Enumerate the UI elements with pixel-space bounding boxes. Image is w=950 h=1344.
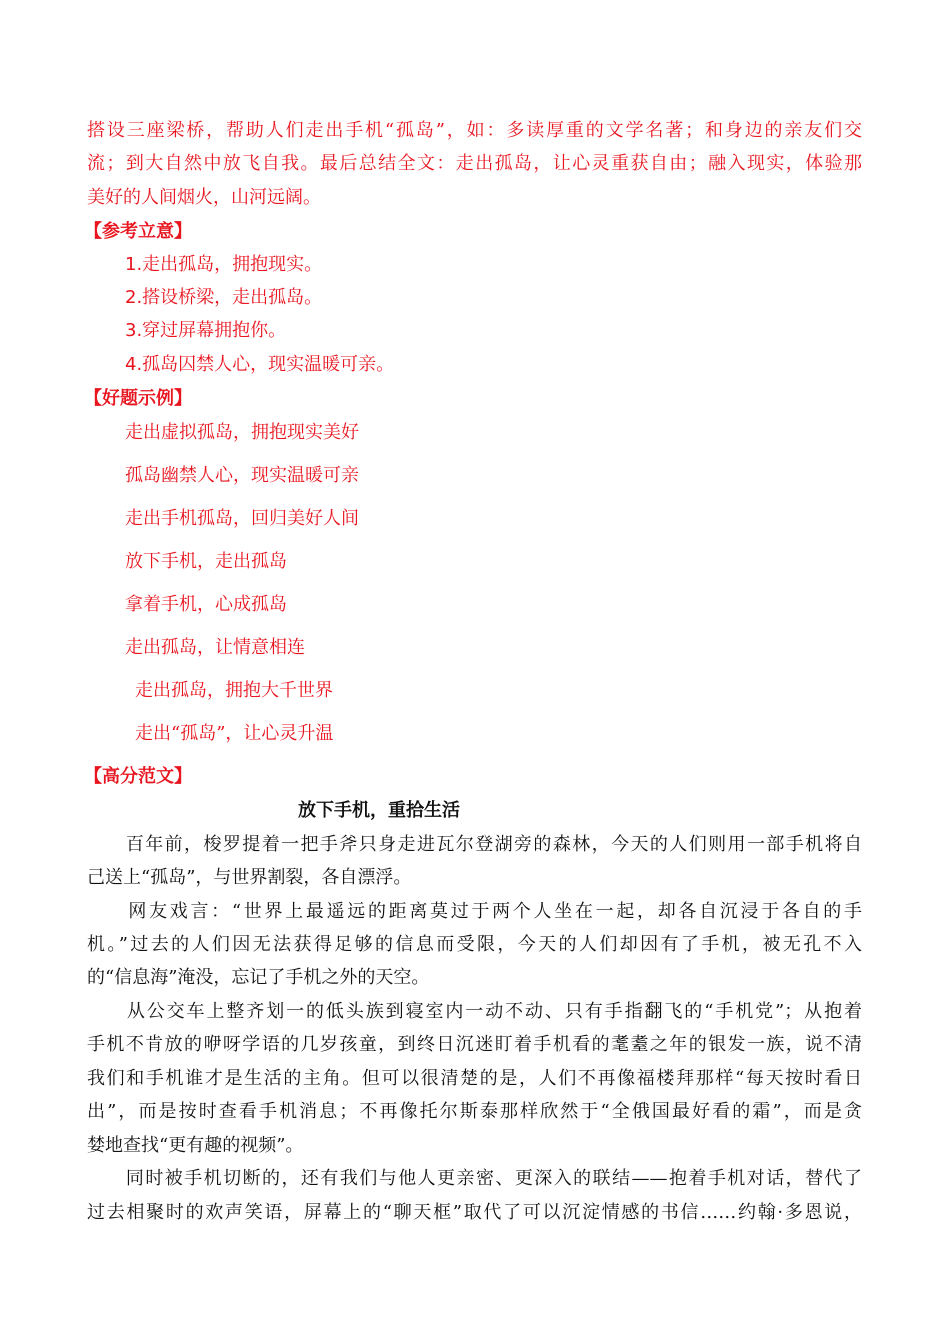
essay-line: 的“信息海”淹没，忘记了手机之外的天空。: [87, 967, 430, 988]
essay-line: 手机不肯放的咿呀学语的几岁孩童，到终日沉迷盯着手机看的耄耋之年的银发一族，说不清: [87, 1034, 862, 1055]
idea-item: 4.孤岛囚禁人心，现实温暖可亲。: [125, 354, 395, 375]
title-example: 走出手机孤岛，回归美好人间: [125, 508, 359, 529]
essay-line: 网友戏言：“世界上最遥远的距离莫过于两个人坐在一起，却各自沉浸于各自的手: [87, 901, 862, 922]
title-example: 放下手机，走出孤岛: [125, 551, 287, 572]
title-example: 走出虚拟孤岛，拥抱现实美好: [125, 422, 359, 443]
essay-line: 己送上“孤岛”，与世界割裂，各自漂浮。: [87, 867, 412, 888]
title-example: 拿着手机，心成孤岛: [125, 594, 287, 615]
essay-line: 百年前，梭罗提着一把手斧只身走进瓦尔登湖旁的森林，今天的人们则用一部手机将自: [87, 834, 862, 855]
title-example: 走出“孤岛”，让心灵升温: [135, 723, 334, 744]
essay-line: 我们和手机谁才是生活的主角。但可以很清楚的是，人们不再像福楼拜那样“每天按时看日: [87, 1068, 862, 1089]
section-heading: 【参考立意】: [84, 221, 192, 242]
essay-line: 同时被手机切断的，还有我们与他人更亲密、更深入的联结——抱着手机对话，替代了: [87, 1168, 862, 1189]
essay-line: 过去相聚时的欢声笑语，屏幕上的“聊天框”取代了可以沉淀情感的书信……约翰·多恩说，: [87, 1202, 862, 1223]
section-heading: 【好题示例】: [84, 388, 192, 409]
intro-line: 流；到大自然中放飞自我。最后总结全文：走出孤岛，让心灵重获自由；融入现实，体验那: [87, 153, 862, 174]
title-example: 走出孤岛，拥抱大千世界: [135, 680, 333, 701]
section-heading: 【高分范文】: [84, 766, 192, 787]
essay-title: 放下手机，重拾生活: [298, 800, 460, 821]
idea-item: 2.搭设桥梁，走出孤岛。: [125, 287, 323, 308]
essay-line: 出”，而是按时查看手机消息；不再像托尔斯泰那样欣然于“全俄国最好看的霜”，而是贪: [87, 1101, 862, 1122]
essay-line: 机。”过去的人们因无法获得足够的信息而受限，今天的人们却因有了手机，被无孔不入: [87, 934, 862, 955]
essay-line: 婪地查找“更有趣的视频”。: [87, 1135, 304, 1156]
title-example: 孤岛幽禁人心，现实温暖可亲: [125, 465, 359, 486]
intro-line: 美好的人间烟火，山河远阔。: [87, 187, 321, 208]
intro-line: 搭设三座梁桥，帮助人们走出手机“孤岛”，如：多读厚重的文学名著；和身边的亲友们交: [87, 120, 862, 141]
title-example: 走出孤岛，让情意相连: [125, 637, 305, 658]
idea-item: 1.走出孤岛，拥抱现实。: [125, 254, 323, 275]
essay-line: 从公交车上整齐划一的低头族到寝室内一动不动、只有手指翻飞的“手机党”；从抱着: [87, 1001, 862, 1022]
idea-item: 3.穿过屏幕拥抱你。: [125, 320, 287, 341]
